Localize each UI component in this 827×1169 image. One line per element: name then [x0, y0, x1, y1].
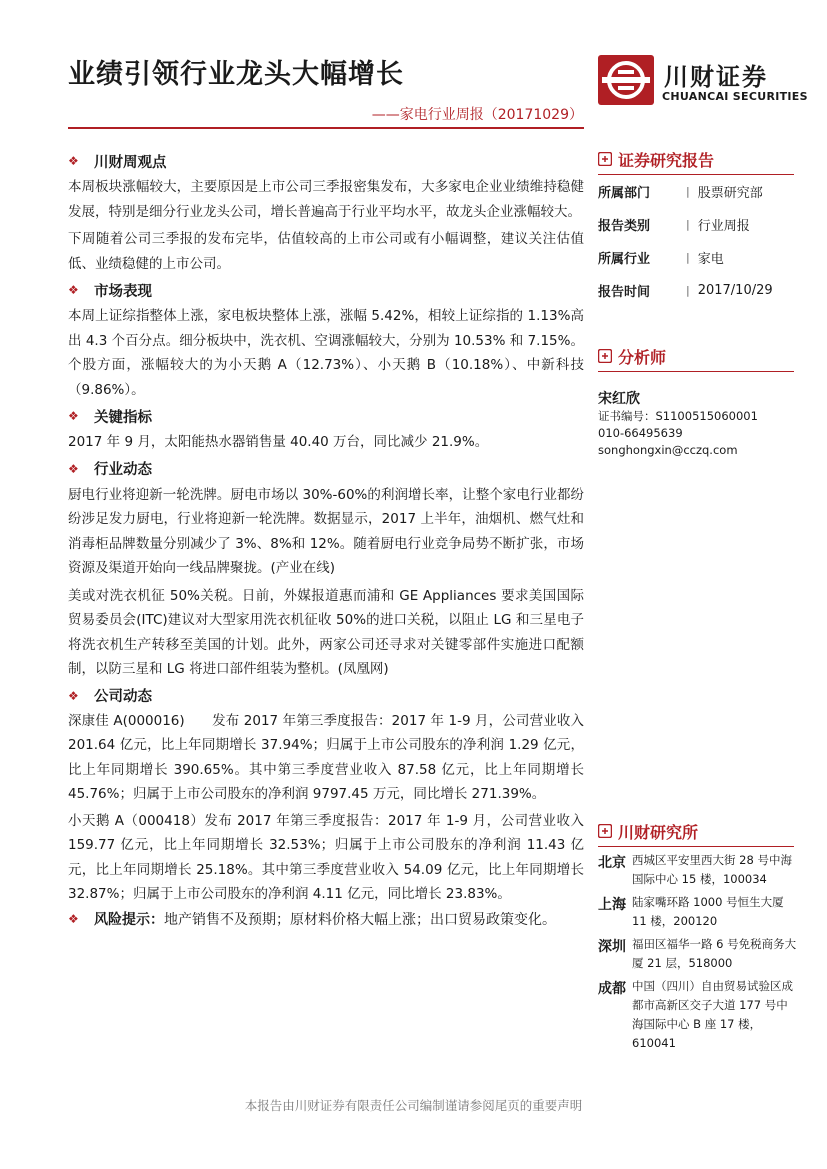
industry-paragraph-1: 厨电行业将迎新一轮洗牌。厨电市场以 30%-60%的利润增长率，让整个家电行业都纷纷涉足发力厨电，行业将迎新一轮洗牌。数据显示，2017 上半年，油烟机、燃气灶和消毒柜品牌数量分别减少了 3%、8%和 12%。随着厨电行业竞争局势不断扩张，市场资源及渠道开始向一线品牌聚拢。(产业在线): [68, 486, 584, 576]
risk-warning: [68, 909, 584, 929]
info-key: 报告时间: [598, 285, 651, 300]
office-city: 深圳: [598, 939, 626, 955]
diamond-bullet-icon: ❖: [68, 409, 79, 423]
office-city: 北京: [598, 855, 626, 871]
risk-text: 地产销售不及预期；原材料价格大幅上涨；出口贸易政策变化。: [164, 911, 556, 928]
section-heading-market: ❖ 市场表现: [68, 283, 152, 300]
office-address: 陆家嘴环路 1000 号恒生大厦 11 楼，200120: [632, 895, 784, 928]
section-heading-view: ❖ 川财周观点: [68, 154, 167, 171]
market-paragraph: 本周上证综指整体上涨，家电板块整体上涨，涨幅 5.42%，相较上证综指的 1.13%高出 4.3 个百分点。细分板块中，洗衣机、空调涨幅较大，分别为 10.53% 和 7.15%。个股方面，涨幅较大的为小天鹅 A（12.73%）、小天鹅 B（10.18%）、中新科技（9.86%）。: [68, 308, 584, 398]
info-key: 所属部门: [598, 186, 651, 201]
report-info-row: [598, 208, 798, 241]
diamond-bullet-icon: ❖: [68, 911, 79, 926]
office-entry: [598, 893, 798, 931]
section-heading-company: ❖ 公司动态: [68, 688, 152, 705]
institute-heading: 川财研究所: [618, 822, 699, 842]
analyst-heading: 分析师: [618, 347, 667, 367]
report-info-rows: [598, 175, 798, 307]
page-subtitle: ——家电行业周报（20171029）: [371, 107, 583, 123]
analyst-name: 宋红欣: [598, 391, 640, 407]
company-paragraph-1: 深康佳 A(000016) 发布 2017 年第三季度报告：2017 年 1-9 月，公司营业收入 201.64 亿元，比上年同期增长 37.94%；归属于上市公司股东的净利润 1.29 亿元，比上年同期增长 390.65%。其中第三季度营业收入 87.58 亿元，比上年同期增长 45.76%；归属于上市公司股东的净利润 9797.45 万元，同比增长 271.39%。: [68, 712, 584, 802]
logo-text-cn: 川财证券: [664, 63, 768, 91]
company-paragraph-2: 小天鹅 A（000418）发布 2017 年第三季度报告：2017 年 1-9 月，公司营业收入 159.77 亿元，比上年同期增长 32.53%；归属于上市公司股东的净利润 11.43 亿元，比上年同期增长 25.18%。其中第三季度营业收入 54.09 亿元，比上年同期增长 32.87%；归属于上市公司股东的净利润 4.11 亿元，同比增长 23.83%。: [68, 812, 584, 902]
diamond-bullet-icon: ❖: [68, 283, 79, 297]
info-value: 行业周报: [697, 219, 750, 234]
office-address: 西城区平安里西大街 28 号中海国际中心 15 楼，100034: [632, 853, 792, 886]
footer-disclaimer: 本报告由川财证券有限责任公司编制谨请参阅尾页的重要声明: [244, 1098, 583, 1113]
view-paragraph-2: 下周随着公司三季报的发布完毕，估值较高的上市公司或有小幅调整，建议关注估值低、业绩稳健的上市公司。: [68, 231, 584, 272]
info-value: 股票研究部: [697, 186, 763, 201]
risk-label: 风险提示：: [94, 911, 164, 928]
office-city: 成都: [598, 981, 626, 997]
diamond-bullet-icon: ❖: [68, 688, 79, 703]
report-section-icon: [598, 152, 612, 166]
separator: |: [686, 185, 690, 198]
analyst-cert: 证书编号：S1100515060001: [598, 409, 758, 423]
office-address: 中国（四川）自由贸易试验区成都市高新区交子大道 177 号中海国际中心 B 座 17 楼，610041: [632, 979, 793, 1050]
separator: |: [686, 284, 690, 297]
office-list: [598, 851, 798, 1053]
office-city: 上海: [598, 897, 626, 913]
office-address: 福田区福华一路 6 号免税商务大厦 21 层，518000: [632, 937, 797, 970]
view-paragraph-1: 本周板块涨幅较大，主要原因是上市公司三季报密集发布，大多家电企业业绩维持稳健发展，特别是细分行业龙头公司，增长普遍高于行业平均水平，故龙头企业涨幅较大。: [68, 179, 584, 220]
analyst-email[interactable]: songhongxin@cczq.com: [598, 443, 738, 457]
separator: |: [686, 218, 690, 231]
chuancai-logo-icon: [598, 55, 654, 105]
info-key: 报告类别: [598, 219, 651, 234]
main-content: [68, 150, 584, 929]
analyst-phone: 010-66495639: [598, 426, 683, 440]
indicators-paragraph: 2017 年 9 月，太阳能热水器销售量 40.40 万台，同比减少 21.9%。: [68, 434, 489, 450]
section-heading-industry: ❖ 行业动态: [68, 461, 152, 478]
page-title: 业绩引领行业龙头大幅增长: [68, 59, 404, 90]
section-heading-indicators: ❖ 关键指标: [68, 409, 152, 426]
report-info-row: [598, 175, 798, 208]
office-entry: [598, 851, 798, 889]
title-divider: [68, 127, 584, 129]
info-value: 家电: [697, 252, 724, 267]
company-logo: [598, 55, 808, 109]
report-info-panel: [598, 148, 798, 307]
side-divider: [598, 846, 794, 847]
logo-text-en: CHUANCAI SECURITIES: [662, 90, 808, 103]
industry-paragraph-2: 美或对洗衣机征 50%关税。日前，外媒报道惠而浦和 GE Appliances 要求美国国际贸易委员会(ITC)建议对大型家用洗衣机征收 50%的进口关税，以阻止 LG 和三星电子将洗衣机生产转移至美国的计划。此外，两家公司还寻求对关键零部件实施进口配额制，以防三星和 LG 将进口部件组装为整机。(凤凰网): [68, 587, 584, 677]
analyst-section-icon: [598, 349, 612, 363]
office-entry: [598, 977, 798, 1053]
separator: |: [686, 251, 690, 264]
side-divider: [598, 371, 794, 372]
office-entry: [598, 935, 798, 973]
diamond-bullet-icon: ❖: [68, 461, 79, 476]
info-key: 所属行业: [598, 252, 651, 267]
report-info-heading: 证券研究报告: [618, 150, 715, 170]
info-value: 2017/10/29: [697, 283, 773, 298]
analyst-panel: [598, 345, 798, 459]
report-info-row: [598, 274, 798, 307]
institute-panel: [598, 820, 798, 1053]
institute-section-icon: [598, 824, 612, 838]
diamond-bullet-icon: ❖: [68, 154, 79, 168]
report-info-row: [598, 241, 798, 274]
